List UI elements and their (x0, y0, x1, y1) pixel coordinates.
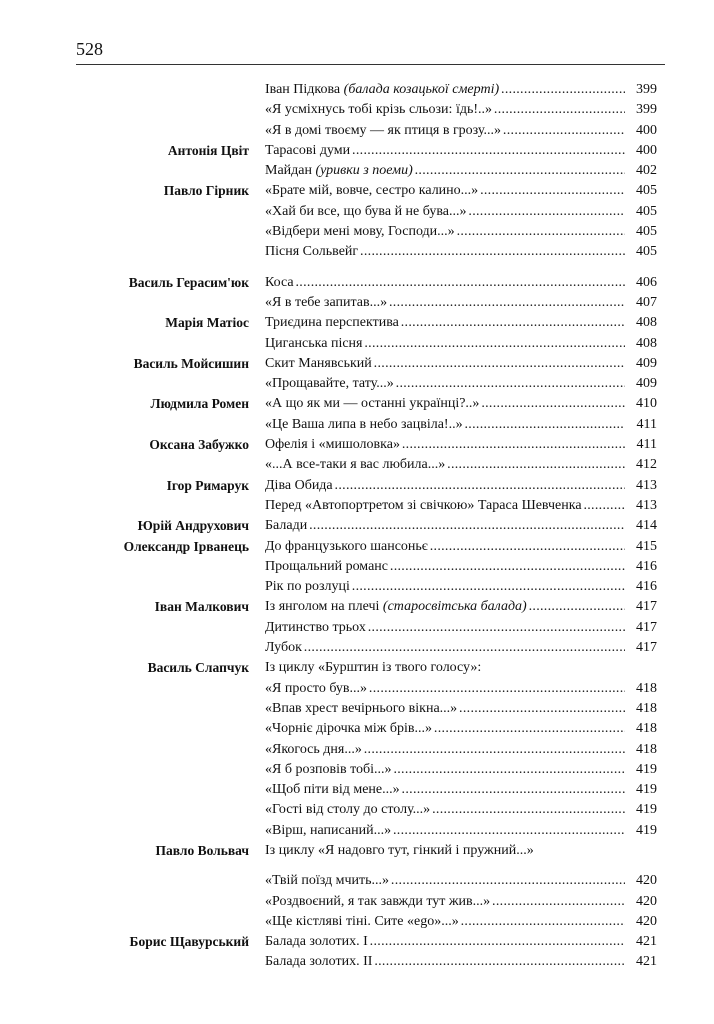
toc-title-text: «Ще кістляві тіні. Сите «ego»...» (265, 913, 459, 929)
toc-entry (0, 780, 714, 800)
toc-entry (0, 313, 714, 333)
toc-title (265, 313, 625, 333)
toc-title (265, 80, 625, 100)
toc-author: Антонія Цвіт (167, 142, 249, 158)
toc-title-text: Із янголом на плечі (265, 599, 383, 615)
toc-title-text: Циганська пісня (265, 335, 363, 351)
toc-title-text: «Гості від столу до столу...» (265, 802, 431, 818)
toc-page-number: 411 (636, 416, 657, 432)
toc-entry (0, 912, 714, 932)
toc-title-text: «Це Ваша липа в небо зацвіла!..» (265, 416, 463, 432)
toc-author: Василь Герасим'юк (128, 274, 249, 290)
toc-page-number: 420 (636, 893, 657, 909)
toc-title-text: Пісня Сольвейг (265, 244, 359, 260)
toc-page-number: 408 (636, 315, 657, 331)
toc-entry (0, 222, 714, 242)
toc-page-number: 413 (636, 477, 657, 493)
toc-entry (0, 821, 714, 841)
toc-title-text: «А що як ми — останні українці?..» (265, 396, 480, 412)
toc-entry (0, 537, 714, 557)
toc-page-number: 417 (636, 640, 657, 656)
toc-page-number: 417 (636, 599, 657, 615)
toc-title-text: «Вірш, написаний...» (265, 822, 392, 838)
toc-title (265, 121, 625, 141)
toc-entry (0, 415, 714, 435)
toc-title (265, 892, 625, 912)
toc-page-number: 419 (636, 802, 657, 818)
toc-title (265, 202, 625, 222)
toc-entry (0, 394, 714, 414)
toc-title (265, 760, 625, 780)
toc-subtitle: (старосвітська балада) (382, 599, 527, 615)
toc-title-text: «Чорніє дірочка між брів...» (265, 721, 433, 737)
toc-entry (0, 496, 714, 516)
toc-author: Ігор Римарук (166, 477, 249, 493)
toc-subtitle: (балада козацької смерті) (343, 82, 500, 97)
toc-page-number: 414 (636, 518, 657, 534)
toc-title-text: «Я в домі твоєму — як птиця в грозу...» (265, 122, 502, 138)
toc-title-text: «Впав хрест вечірнього вікна...» (265, 700, 458, 716)
toc-title (265, 181, 625, 201)
toc-entry (0, 80, 714, 100)
page-number: 528 (76, 39, 103, 59)
toc-page-number: 405 (636, 224, 657, 240)
toc-page-number: 418 (636, 680, 657, 696)
toc-title (265, 557, 625, 577)
toc-title (265, 141, 625, 161)
toc-author: Марія Матіос (165, 315, 249, 331)
toc-title (265, 821, 625, 841)
toc-page-number: 407 (636, 294, 657, 310)
toc-entry (0, 638, 714, 658)
toc-title (265, 679, 625, 699)
toc-title-text: «Твій поїзд мчить...» (265, 873, 390, 889)
toc-title-text: «Прощавайте, тату...» (265, 376, 394, 392)
toc-page-number: 416 (636, 579, 657, 595)
toc-page-number: 419 (636, 782, 657, 798)
toc-author: Василь Слапчук (147, 660, 249, 676)
toc-entry (0, 293, 714, 313)
toc-title-text: «Хай би все, що бува й не бува...» (265, 203, 467, 219)
toc-title-text: Скит Манявський (265, 355, 372, 371)
toc-title (265, 740, 625, 760)
toc-author: Павло Гірник (163, 183, 249, 199)
toc-title (265, 354, 625, 374)
toc-page-number: 418 (636, 721, 657, 737)
toc-page-number: 410 (636, 396, 657, 412)
toc-entry (0, 476, 714, 496)
toc-title-text: Діва Обида (265, 477, 333, 493)
toc-title (265, 516, 625, 536)
toc-entry (0, 516, 714, 536)
toc-entry (0, 354, 714, 374)
toc-title-text: Лубок (265, 640, 302, 656)
toc-title (265, 455, 625, 475)
toc-entry (0, 679, 714, 699)
toc-title-text: «Я просто був...» (265, 680, 368, 696)
toc-page-number: 420 (636, 913, 657, 929)
toc-title-text: Прощальний романс (265, 558, 388, 574)
toc-title-text: Дитинство трьох (265, 619, 366, 635)
toc-title-text: «Брате мій, вовче, сестро калино...» (265, 183, 479, 199)
toc-page-number: 421 (636, 934, 657, 950)
toc-entry (0, 892, 714, 912)
toc-subtitle: (уривки з поеми) (315, 163, 413, 179)
toc-title-text: Перед «Автопортретом зі свічкою» Тараса Шевченка (265, 497, 582, 513)
toc-title-text: «Щоб піти від мене...» (265, 782, 400, 798)
toc-page-number: 418 (636, 741, 657, 757)
toc-title (265, 222, 625, 242)
toc-title-text: «Якогось дня...» (265, 741, 362, 757)
toc-entry (0, 871, 714, 891)
toc-page-number: 402 (636, 163, 657, 179)
toc-entry (0, 161, 714, 181)
toc-entry (0, 658, 714, 678)
toc-title-text: «...А все-таки я вас любила...» (265, 457, 446, 473)
toc-title (265, 334, 625, 354)
toc-title-text: Іван Підкова (265, 82, 344, 97)
header-rule (76, 64, 665, 65)
toc-entry (0, 800, 714, 820)
toc-title-text: Балади (265, 518, 308, 534)
toc-title (265, 435, 625, 455)
toc-page-number: 420 (636, 873, 657, 889)
toc-title (265, 496, 625, 516)
toc-title-text: Балада золотих. ІІ (265, 954, 373, 970)
toc-entry (0, 242, 714, 262)
toc-author: Павло Вольвач (155, 842, 249, 858)
toc-title (265, 577, 625, 597)
toc-entry (0, 181, 714, 201)
toc-title (265, 374, 625, 394)
toc-title-text: Коса (265, 274, 294, 290)
toc-title (265, 537, 625, 557)
toc-page-number: 419 (636, 822, 657, 838)
toc-entry (0, 760, 714, 780)
toc-title-text: Тарасові думи (265, 142, 351, 158)
toc-title-text: «Відбери мені мову, Господи...» (265, 224, 455, 240)
toc-title (265, 780, 625, 800)
toc-title (265, 699, 625, 719)
toc-entry (0, 597, 714, 617)
toc-author: Людмила Ромен (150, 396, 249, 412)
toc-title (265, 841, 625, 861)
toc-entry (0, 699, 714, 719)
toc-page-number: 419 (636, 761, 657, 777)
toc-page-number: 413 (636, 497, 657, 513)
toc-title (265, 638, 625, 658)
toc-author: Олександр Ірванець (123, 538, 249, 554)
toc-entry (0, 841, 714, 861)
toc-title-text: «Я в тебе запитав...» (265, 294, 388, 310)
toc-title (265, 293, 625, 313)
toc-entry (0, 932, 714, 952)
toc-entry (0, 100, 714, 120)
toc-title-text: Із циклу «Я надовго тут, гінкий і пружний...» (265, 842, 534, 858)
toc-title-text: «Роздвоєний, я так завжди тут жив...» (265, 893, 491, 909)
toc-title (265, 932, 625, 952)
toc-title (265, 952, 625, 972)
toc-entry (0, 455, 714, 475)
toc-title (265, 871, 625, 891)
toc-title (265, 597, 625, 617)
toc-entry (0, 202, 714, 222)
toc-title-text: До французького шансоньє (265, 538, 428, 554)
toc-page-number: 417 (636, 619, 657, 635)
toc-title (265, 800, 625, 820)
toc-page-number: 412 (636, 457, 657, 473)
toc-entry (0, 952, 714, 972)
toc-page-number: 408 (636, 335, 657, 351)
toc-entry (0, 719, 714, 739)
toc-title (265, 415, 625, 435)
toc-title-text: Із циклу «Бурштин із твого голосу»: (265, 660, 482, 676)
toc-entry (0, 273, 714, 293)
toc-entry (0, 435, 714, 455)
toc-title (265, 476, 625, 496)
toc-page-number: 405 (636, 244, 657, 260)
toc-title-text: Офелія і «мишоловка» (265, 437, 400, 453)
toc-page-number: 415 (636, 538, 657, 554)
toc-title-text: Рік по розлуці (265, 579, 350, 595)
toc-title (265, 658, 625, 678)
toc-page-number: 409 (636, 355, 657, 371)
toc-title (265, 912, 625, 932)
toc-title (265, 273, 625, 293)
toc-page-number: 421 (636, 954, 657, 970)
toc-entry (0, 374, 714, 394)
toc-title-text: Триєдина перспектива (265, 315, 399, 331)
toc-title-text: Майдан (265, 163, 316, 179)
toc-entry (0, 577, 714, 597)
toc-entry (0, 141, 714, 161)
toc-page-number: 405 (636, 183, 657, 199)
toc-entry (0, 334, 714, 354)
toc-entry (0, 557, 714, 577)
toc-page-number: 399 (636, 102, 657, 118)
toc-page-number: 418 (636, 700, 657, 716)
table-of-contents (0, 80, 714, 973)
toc-page-number: 405 (636, 203, 657, 219)
toc-author: Юрій Андрухович (137, 518, 249, 534)
toc-title (265, 394, 625, 414)
toc-page-number: 406 (636, 274, 657, 290)
toc-title-text: Балада золотих. І (265, 934, 368, 950)
toc-author: Оксана Забужко (149, 437, 249, 453)
toc-page-number: 411 (636, 437, 657, 453)
toc-page-number: 400 (636, 122, 657, 138)
toc-entry (0, 121, 714, 141)
toc-page-number: 409 (636, 376, 657, 392)
toc-title (265, 618, 625, 638)
toc-entry (0, 740, 714, 760)
toc-page-number: 400 (636, 142, 657, 158)
toc-entry (0, 618, 714, 638)
toc-title (265, 100, 625, 120)
toc-page-number: 416 (636, 558, 657, 574)
toc-page-number: 399 (636, 82, 657, 97)
toc-author: Борис Щавурський (129, 934, 249, 950)
toc-author: Іван Малкович (154, 599, 249, 615)
toc-title (265, 719, 625, 739)
toc-title-text: «Я усміхнусь тобі крізь сльози: їдь!..» (265, 102, 493, 118)
toc-title (265, 161, 625, 181)
toc-author: Василь Мойсишин (133, 355, 249, 371)
toc-title (265, 242, 625, 262)
toc-title-text: «Я б розповів тобі...» (265, 761, 392, 777)
